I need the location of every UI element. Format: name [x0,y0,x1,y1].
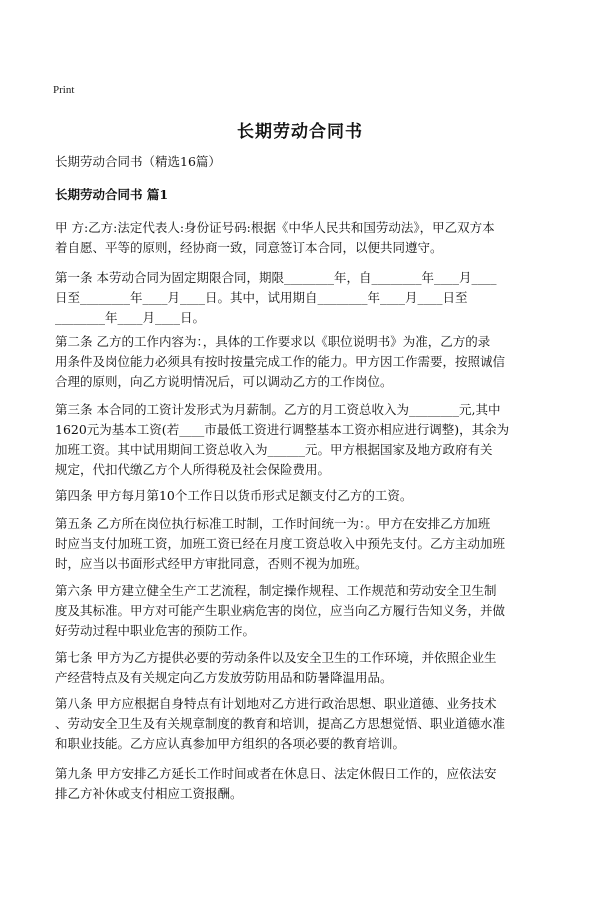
paragraph-line: 第一条 本劳动合同为固定期限合同，期限________年，自________年____月____ [55,270,497,285]
paragraph-line: 时应当支付加班工资，加班工资已经在月度工资总收入中预先支付。乙方主动加班 [55,536,506,551]
paragraph-line: 第六条 甲方建立健全生产工艺流程，制定操作规程、工作规范和劳动安全卫生制 [55,583,497,598]
paragraph-line: 着自愿、平等的原则，经协商一致，同意签订本合同，以便共同遵守。 [55,240,443,255]
paragraph-line: 排乙方补休或支付相应工资报酬。 [55,786,243,801]
page-title: 长期劳动合同书 [237,122,363,142]
paragraph-article-5 [55,514,555,574]
paragraph-line: 度及其标准。甲方对可能产生职业病危害的岗位，应当向乙方履行告知义务，并做 [55,603,506,618]
document-subtitle: 长期劳动合同书（精选16篇） [55,154,221,169]
paragraph-article-6 [55,581,555,641]
section-heading: 长期劳动合同书 篇1 [55,187,169,202]
paragraph-article-1 [55,268,555,328]
paragraph-line: 第三条 本合同的工资计发形式为月薪制。乙方的月工资总收入为________元,其中 [55,402,501,417]
paragraph-line: 、劳动安全卫生及有关规章制度的教育和培训，提高乙方思想觉悟、职业道德水准 [55,716,506,731]
paragraph-line: 产经营特点及有关规定向乙方发放劳防用品和防暑降温用品。 [55,670,393,685]
paragraph-line: ________年____月____日。 [55,310,206,325]
paragraph-line: 时，应当以书面形式经甲方审批同意，否则不视为加班。 [55,556,368,571]
paragraph-article-2 [55,332,555,392]
paragraph-article-3 [55,400,555,480]
paragraph-article-7 [55,648,555,688]
paragraph-line: 第五条 乙方所在岗位执行标准工时制，工作时间统一为：。甲方在安排乙方加班 [55,516,491,531]
paragraph-line: 第八条 甲方应根据自身特点有计划地对乙方进行政治思想、职业道德、业务技术 [55,696,497,711]
paragraph-article-8 [55,694,555,754]
paragraph-line: 第九条 甲方安排乙方延长工作时间或者在休息日、法定休假日工作的，应依法安 [55,766,497,781]
paragraph-line: 1620元为基本工资(若____市最低工资进行调整基本工资亦相应进行调整)，其余为 [55,422,510,437]
paragraph-line: 规定，代扣代缴乙方个人所得税及社会保险费用。 [55,462,331,477]
paragraph-preamble [55,218,555,258]
paragraph-line: 第七条 甲方为乙方提供必要的劳动条件以及安全卫生的工作环境，并依照企业生 [55,650,497,665]
paragraph-line: 第四条 甲方每月第10个工作日以货币形式足额支付乙方的工资。 [55,488,413,503]
paragraph-line: 第二条 乙方的工作内容为：，具体的工作要求以《职位说明书》为准，乙方的录 [55,334,491,349]
paragraph-article-9 [55,764,555,804]
paragraph-line: 甲 方:乙方:法定代表人:身份证号码:根据《中华人民共和国劳动法》，甲乙双方本 [55,220,495,235]
paragraph-line: 用条件及岗位能力必须具有按时按量完成工作的能力。甲方因工作需要，按照诚信 [55,354,506,369]
paragraph-line: 好劳动过程中职业危害的预防工作。 [55,623,256,638]
paragraph-line: 日至________年____月____日。其中，试用期自________年____月____日至 [55,290,468,305]
paragraph-line: 加班工资。其中试用期间工资总收入为______元。甲方根据国家及地方政府有关 [55,442,493,457]
paragraph-line: 和职业技能。乙方应认真参加甲方组织的各项必要的教育培训。 [55,736,406,751]
paragraph-line: 合理的原则，向乙方说明情况后，可以调动乙方的工作岗位。 [55,374,393,389]
print-label[interactable]: Print [53,84,75,96]
paragraph-article-4 [55,486,555,506]
